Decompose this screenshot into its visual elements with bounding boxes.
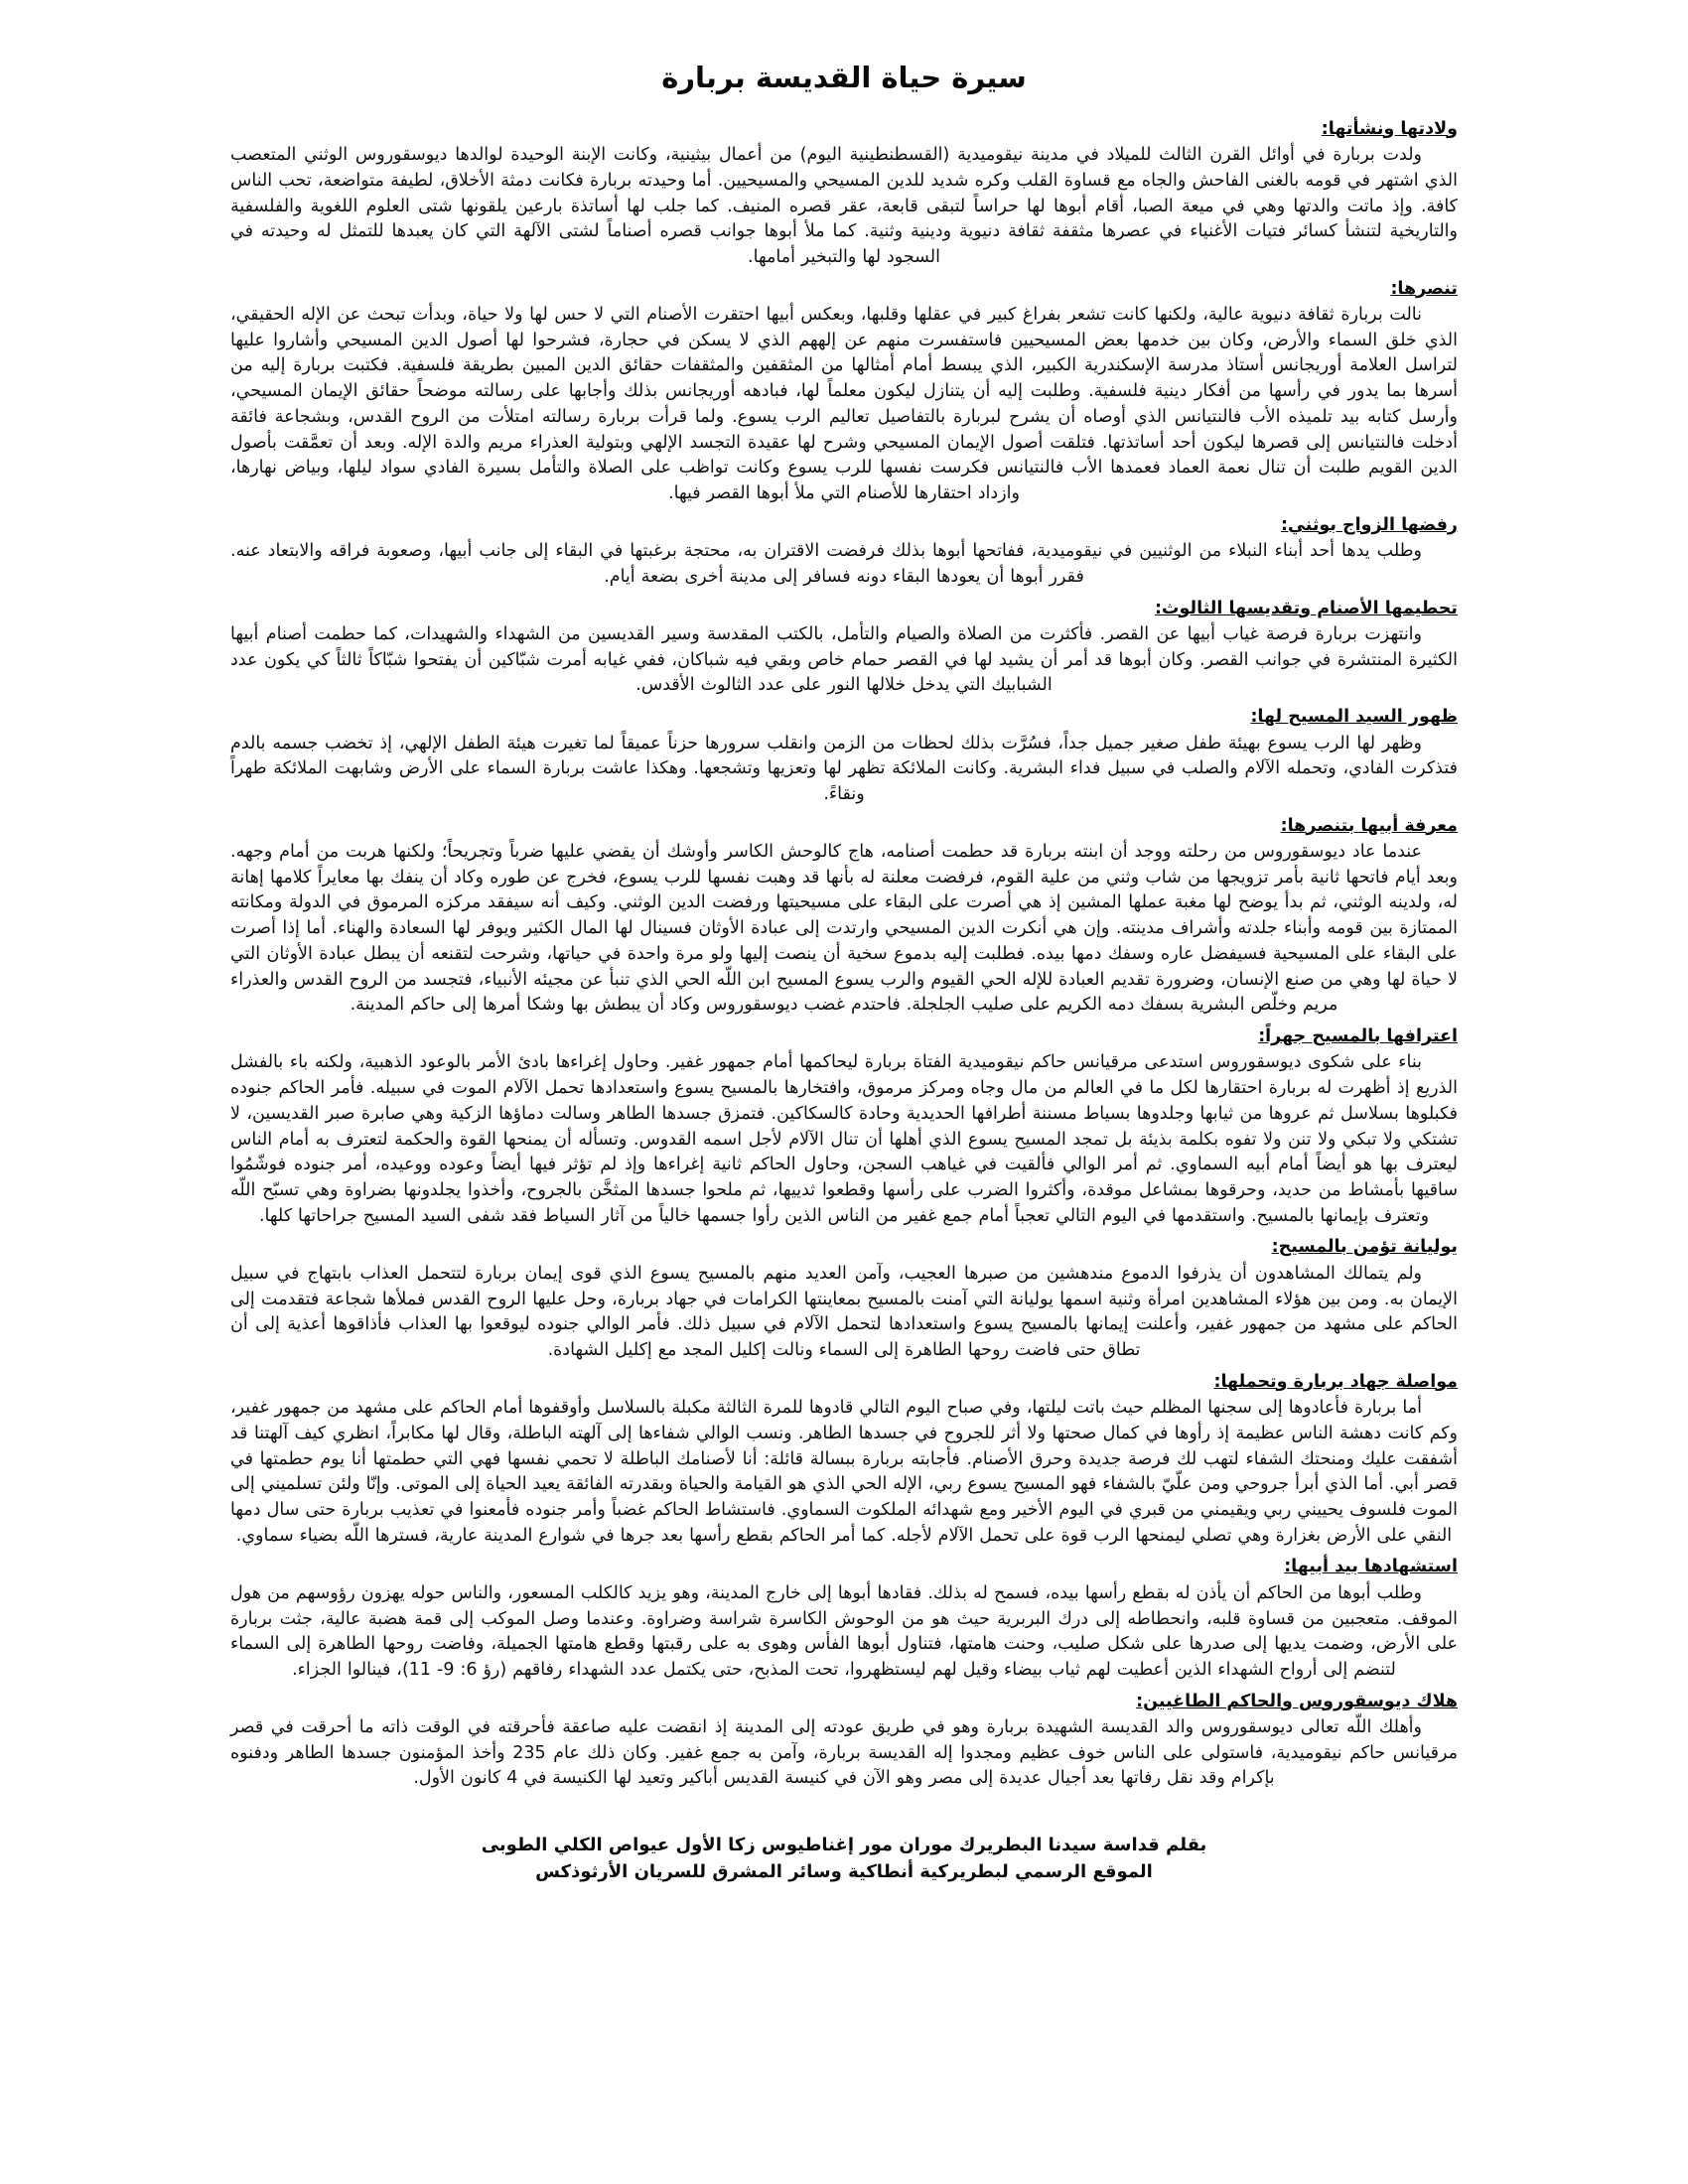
- section-body: عندما عاد ديوسقوروس من رحلته ووجد أن ابنته بربارة قد حطمت أصنامه، هاج كالوحش الكاسر وأوشك أن يقضي عليها ضرباً وتجريحاً؛ ولكنها هربت من أمام وجهه. وبعد أيام فاتحها ثانية بأمر تزويجها من شاب وثني من علية القوم، فرفضت معلنة له بأنها قد وهبت نفسها للرب يسوع، فخرج عن طوره وكاد أن ينفك بها معايراً كلامها إهانة له، ولدينه الوثني، ثم بدأ يوضح لها مغبة عملها المشين إذ هي أصرت على البقاء على مسيحيتها ورفضت الدين الوثني. وكيف أنه سيفقد مركزه المرموق في الدولة ومكانته الممتازة بين قومه وأبناء جلدته وأشراف مدينته. وإن هي أنكرت الدين المسيحي وارتدت إلى عبادة الأوثان فسينال لها المال الكثير ويوفر لها السعادة والهناء. أما إذا أصرت على البقاء على المسيحية فسيفضل عاره وسفك دمها بيده. فطلبت إليه بدموع سخية أن ينصت إليها ولو مرة واحدة في حياتها، وشرحت لتقنعه أن يبطل عبادة الأوثان التي لا حياة لها وهي من صنع الإنسان، وضرورة تقديم العبادة للإله الحي القيوم والرب يسوع المسيح ابن اللّه الحي الذي تنبأ عن مجيئه الأنبياء، فتجسد من الروح القدس والعذراء مريم وخلّص البشرية بسفك دمه الكريم على صليب الجلجلة. فاحتدم غضب ديوسقوروس وكاد أن يبطش بها وشكا أمرها إلى حاكم المدينة.: [230, 842, 1458, 1016]
- section-juliana-faith: [230, 1235, 1458, 1363]
- section-public-confession: [230, 1024, 1458, 1229]
- section-tyrants-destruction: [230, 1690, 1458, 1793]
- section-heading: هلاك ديوسقوروس والحاكم الطاغيين:: [1136, 1691, 1458, 1711]
- section-body: ولدت بربارة في أوائل القرن الثالث للميلاد في مدينة نيقوميدية (القسطنطينية اليوم) من أعمال بيثينية، وكانت الإبنة الوحيدة لوالدها ديوسقوروس الوثني المتعصب الذي اشتهر في قومه بالغنى الفاحش والجاه مع قساوة القلب وكره شديد للدين المسيحي والمسيحيين. أما وحيدته بربارة فكانت دمثة الأخلاق، لطيفة متواضعة، تحب الناس كافة. وإذ ماتت والدتها وهي في ميعة الصبا، أقام أبوها لها حراساً لتبقى قابعة، عقر قصره المنيف. كما جلب لها أساتذة بارعين يلقونها شتى العلوم اللغوية والفلسفية والتاريخية لتنشأ كسائر فتيات الأغنياء في عصرها مثقفة ثقافة دنيوية ودينية وثنية. كما ملأ أبوها جوانب قصره أصناماً لشتى الآلهة التي كان يعبدها للتمثل له وحيدته في السجود لها والتبخير أمامها.: [230, 145, 1458, 267]
- section-birth: [230, 117, 1458, 271]
- section-father-discovery: [230, 814, 1458, 1019]
- section-heading: اعترافها بالمسيح جهراً:: [1258, 1026, 1458, 1047]
- section-heading: ولادتها ونشأتها:: [1321, 118, 1458, 139]
- section-body: وطلب يدها أحد أبناء النبلاء من الوثنيين في نيقوميدية، ففاتحها أبوها بذلك فرفضت الاقتران به، محتجة برغبتها في البقاء إلى جانب أبيها، وصعوبة فراقه والابتعاد عنه. فقرر أبوها أن يعودها البقاء دونه فسافر إلى مدينة أخرى بضعة أيام.: [230, 541, 1422, 587]
- section-christ-apparition: [230, 705, 1458, 808]
- section-continued-struggle: [230, 1370, 1458, 1550]
- section-heading: استشهادها بيد أبيها:: [1284, 1557, 1458, 1577]
- section-body: بناء على شكوى ديوسقوروس استدعى مرقيانس حاكم نيقوميدية الفتاة بربارة ليحاكمها أمام جمهور غفير. وحاول إغراءها بادئ الأمر بالوعود الذهبية، ولكنه باء بالفشل الذريع إذ أظهرت له بربارة احتقارها لكل ما في العالم من مال وجاه ومركز مرموق، وافتخارها بالمسيح يسوع واستعدادها تحمل الآلام الموت في سبيله. فأمر الحاكم جنوده فكبلوها بسلاسل ثم عروها من ثيابها وجلدوها بسياط مسننة أطرافها الحديدية وحادة كالسكاكين. فتمزق جسدها الطاهر وسالت دماؤها الزكية وهي صابرة صبر القديسين، لا تشتكي ولا تبكي ولا تنن ولا تفوه بكلمة بذيئة بل تمجد المسيح يسوع الذي أهلها أن تنال الآلام لأجل اسمه القدوس. وتسأله أن يمنحها القوة والحكمة لتعترف به أمام الناس ليعترف بها هو أيضاً أمام أبيه السماوي. ثم أمر الوالي فألقيت في غياهب السجن، وحاول الحاكم ثانية إغراءها وإذ لم تؤثر فيها أيضاً وعوده ووعيده، أمر جنوده فوشّمُوا ساقيها بأمشاط من حديد، وحرقوها بمشاعل موقدة، وأكثروا الضرب على رأسها وقطعوا ثدييها، ثم ملحوا جسدها المثخَّن بالجروح، وأخذوا يجلدونها بضراوة وهي تسبّح اللّه وتعترف بإيمانها بالمسيح. واستقدمها في اليوم التالي تعجباً أمام جمع غفير من الناس الذين رأوا جسمها خالياً من آثار السياط فقد شفى السيد المسيح جراحاتها كلها.: [230, 1052, 1458, 1226]
- section-marriage-refusal: [230, 513, 1458, 591]
- section-heading: رفضها الزواج بوثني:: [1281, 514, 1458, 535]
- page-title: سيرة حياة القديسة بربارة: [661, 61, 1027, 94]
- section-body: وظهر لها الرب يسوع بهيئة طفل صغير جميل جداً، فسُرَّت بذلك لحظات من الزمن وانقلب سرورها حزناً عميقاً لما تغيرت هيئة الطفل الإلهي، إذ تخضب جسمه بالدم فتذكرت الفادي، وتحمله الآلام والصلب في سبيل فداء البشرية. وكانت الملائكة تظهر لها وتعزيها وتشجعها. وهكذا عاشت بربارة السماء على الأرض وشابهت الملائكة طهراً ونقاءً.: [230, 733, 1458, 804]
- section-body: وطلب أبوها من الحاكم أن يأذن له بقطع رأسها بيده، فسمح له بذلك. فقادها أبوها إلى خارج المدينة، وهو يزيد كالكلب المسعور، والناس حوله يهزون رؤوسهم من هول الموقف. متعجبين من قساوة قلبه، وانحطاطه إلى درك البربرية حيث هو من الوحوش الكاسرة شراسة وضراوة. وعندما وصل الموكب إلى قمة هضبة عالية، جثت بربارة على الأرض، وضمت يديها إلى صدرها على شكل صليب، وحنت هامتها، فتناول أبوها الفأس وهوى به على رقبتها وقطع هامتها الجميلة، وفاضت روحها الطاهرة إلى السماء لتنضم إلى أرواح الشهداء الذين أعطيت لهم ثياب بيضاء وقيل لهم ليستظهروا، تحت المذبح، حتى يكتمل عدد الشهداء رفاقهم (رؤ 6: 9- 11)، فينالوا الجزاء.: [230, 1582, 1458, 1680]
- author-attribution: بقلم قداسة سيدنا البطريرك موران مور إغناطيوس زكا الأول عيواص الكلي الطوبى: [481, 1835, 1207, 1856]
- section-heading: تنصرها:: [1390, 278, 1458, 299]
- signature-block: [230, 1832, 1458, 1885]
- section-body: وأهلك اللّه تعالى ديوسقوروس والد القديسة الشهيدة بربارة وهو في طريق عودته إلى المدينة إذ انقضت عليه صاعقة فأحرقته في الوقت ذاته ما أحرقت في قصر مرقيانس حاكم نيقوميدية، فاستولى على الناس خوف عظيم ومجدوا إله القديسة بربارة، وآمن به جمع غفير. وكان ذلك عام 235 وأخذ المؤمنون جسدها الطاهر ودفنوه بإكرام وقد نقل رفاتها بعد أجيال عديدة إلى مصر وهو الآن في كنيسة القديس أباكير وتعيد لها الكنيسة في 4 كانون الأول.: [230, 1717, 1458, 1789]
- section-conversion: [230, 277, 1458, 507]
- section-heading: يوليانة تؤمن بالمسيح:: [1271, 1237, 1458, 1258]
- section-heading: ظهور السيد المسيح لها:: [1250, 707, 1458, 728]
- section-body: ولم يتمالك المشاهدون أن يذرفوا الدموع مندهشين من صبرها العجيب، وآمن العديد منهم بالمسيح يسوع الذي قوى إيمان بربارة لتتحمل العذاب بابتهاج في سبيل الإيمان به. ومن بين هؤلاء المشاهدين امرأة وثنية اسمها يوليانة التي آمنت بالمسيح بمعاينتها الكرامات في جهاد بربارة، وحل عليها الروح القدس فملأها شجاعة فتقدمت إلى الحاكم على مشهد من جمهور غفير، وأعلنت إيمانها بالمسيح يسوع واستعدادها لتحمل الآلام في سبيل ذلك. فأمر الوالي جنوده ليوقعوا بها العذاب فأذاقوها أعذية إلى أن تطاق حتى فاضت روحها الطاهرة إلى السماء ونالت إكليل المجد مع إكليل الشهادة.: [230, 1263, 1458, 1360]
- section-heading: معرفة أبيها بتنصرها:: [1280, 815, 1458, 836]
- source-attribution: الموقع الرسمي لبطريركية أنطاكية وسائر المشرق للسريان الأرثوذكس: [535, 1861, 1153, 1883]
- section-body: نالت بربارة ثقافة دنيوية عالية، ولكنها كانت تشعر بفراغ كبير في عقلها وقلبها، وبعكس أبيها احتقرت الأصنام التي لا حس لها ولا حياة، وبدأت تبحث عن الإله الحقيقي، الذي خلق السماء والأرض، وكان بين خدمها بعض المسيحيين فاستفسرت منهم عن إلههم الذي لا يسكن في حجارة، فشرحوا لها أصول الدين المسيحي وأشاروا عليها لتراسل العلامة أوريجانس أستاذ مدرسة الإسكندرية الكبير، الذي يبسط أمام أمثالها من المثقفين والمثقفات حقائق الدين المبين بطريقة فلسفية. فكتبت بربارة إليه من أسرها بما يدور في رأسها من أفكار دينية فلسفية. وطلبت إليه أن يتنازل ليكون معلماً لها، فبادهه أوريجانس بذلك وأجابها على رسالته موضحاً حقائق الإيمان المسيحي، وأرسل كتابه بيد تلميذه الأب فالنتيانس الذي أوصاه أن يشرح لبربارة بالتفاصيل تعاليم الرب يسوع. ولما قرأت بربارة رسالته امتلأت من الروح القدس، وبشجاعة فائقة أدخلت فالنتيانس إلى قصرها ليكون أحد أساتذتها. فتلقت أصول الإيمان المسيحي وشرح لها عقيدة التجسد الإلهي وبتولية العذراء مريم والدة الإله. وبعد أن تعمَّقت بأصول الدين القويم طلبت أن تنال نعمة العماد فعمدها الأب فالنتيانس فكرست نفسها للرب يسوع وكانت تواظب على الصلاة والتأمل بسيرة الفادي سواد ليلها، وبياض نهارها، وازداد احتقارها للأصنام التي ملأ أبوها القصر فيها.: [230, 305, 1458, 504]
- section-martyrdom: [230, 1555, 1458, 1683]
- section-body: أما بربارة فأعادوها إلى سجنها المظلم حيث باتت ليلتها، وفي صباح اليوم التالي قادوها للمرة الثالثة مكبلة بالسلاسل وأوقفوها أمام الحاكم على مشهد من جمهور غفير، وكم كانت دهشة الناس عظيمة إذ رأوها في كمال صحتها ولا أثر للجروح في جسدها الطاهر. ونسب الوالي شفاءها إلى آلهته الباطلة، وقال لها مكابراً، انظري كيف آلهتنا قد أشفقت عليك ومنحتك الشفاء لتهب لك فرصة جديدة وحرق الأصنام. فأجابته بربارة ببسالة قائلة: أنا لأصنامك الباطلة لا تحمي نفسها فهي التي حطمتها أنا يوم حطمتها في قصر أبي. أما الذي أبرأ جروحي ومن علّيّ بالشفاء فهو المسيح يسوع ربي، الإله الحي الذي هو القيامة والحياة وبقدرته الفائقة يعيد الحياة إلى الموتى. وإنّا ولئن تسلميني إلى الموت فلسوف يحييني ربي ويقيمني من قبري في اليوم الأخير ومع شهدائه الملكوت السماوي. فاستشاط الحاكم غضباً وأمر جنوده فأمعنوا في تعذيب بربارة حتى سال دمها النقي على الأرض بغزارة وهي تصلي ليمنحها الرب قوة على تحمل الآلام لأجله. كما أمر الحاكم بقطع رأسها بعد جرها في شوارع المدينة عارية، فسترها اللّه بضياء سماوي.: [230, 1398, 1458, 1546]
- section-heading: مواصلة جهاد بربارة وتحملها:: [1213, 1371, 1458, 1392]
- section-heading: تحطيمها الأصنام وتقديسها الثالوث:: [1154, 598, 1458, 618]
- section-body: وانتهزت بربارة فرصة غياب أبيها عن القصر. فأكثرت من الصلاة والصيام والتأمل، بالكتب المقدسة وسير القديسين من الشهداء والشهيدات، كما حطمت أصنام أبيها الكثيرة المنتشرة في جوانب القصر. وكان أبوها قد أمر أن يشيد لها في القصر حمام خاص وبقي فيه شباكان، ففي غيابه أمرت شبّاكين أن يفتحوا شبّاكاً ثالثاً كي يكون عدد الشبابيك التي يدخل خلالها النور على عدد الثالوث الأقدس.: [230, 623, 1458, 696]
- section-idol-destruction: [230, 597, 1458, 700]
